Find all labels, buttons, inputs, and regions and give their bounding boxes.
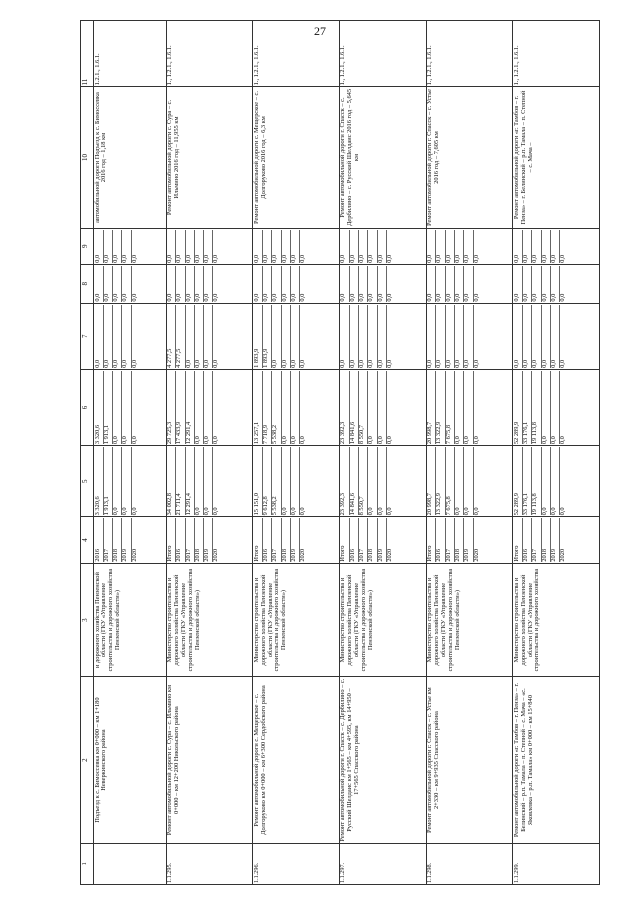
year-list-value: 2017 (272, 518, 281, 561)
year-list-value: 2019 (551, 518, 560, 561)
other-sources-value: 0,0 (378, 230, 387, 263)
local-budget-value: 0,0 (195, 266, 204, 302)
federal-budget-value: 0,0 (359, 305, 368, 368)
regional-budget-value: 0,0 (551, 371, 560, 444)
row-number: 1.1.297. (339, 843, 426, 884)
federal-budget-value: 0,0 (186, 305, 195, 368)
total-funding (426, 446, 513, 517)
local-budget-value: 0,0 (340, 266, 349, 302)
federal-budget-value: 0,0 (385, 359, 393, 368)
object-name: Подъезд к с. Бимоссевка км 0+000 – км 1+180 Неверкинского района (94, 677, 167, 843)
total-funding-value: 0,0 (368, 447, 377, 515)
total-funding-value: 0,0 (559, 507, 567, 516)
regional-budget-value: 0,0 (472, 436, 480, 445)
other-sources-value: 0,0 (532, 230, 541, 263)
total-funding-value: 0,0 (212, 507, 220, 516)
local-budget-value: 0,0 (532, 266, 541, 302)
total-funding-value: 0,0 (542, 447, 551, 515)
federal-budget-value: 1 893,9 (254, 305, 263, 368)
expected-result: Ремонт автомобильной дороги г. Спасск – с. Устье 2016 год – 7,605 км (426, 87, 513, 228)
regional-budget-value: 14 841,6 (350, 371, 359, 444)
local-budget-value: 0,0 (446, 266, 455, 302)
regional-budget-value: 0,0 (378, 371, 387, 444)
total-funding-value: 13 322,9 (436, 447, 445, 515)
year-list-value: 2020 (130, 548, 138, 562)
federal-budget-value: 0,0 (350, 305, 359, 368)
federal-budget-value: 0,0 (340, 305, 349, 368)
total-funding-value: 0,0 (130, 507, 138, 516)
object-name: Ремонт автомобильной дороги с. Мещерское – с. Долгоруково км 0+000 – км 6+300 Сердобского района (253, 677, 340, 843)
object-name: Ремонт автомобильной дороги с. Сура – с. Ильмино км 0+000 – км 12+200 Никольского района (166, 677, 253, 843)
local-budget-value: 0,0 (472, 293, 480, 302)
total-funding-value: 0,0 (195, 447, 204, 515)
regional-budget-value: 33 176,1 (523, 371, 532, 444)
other-sources-value: 0,0 (359, 230, 368, 263)
table-row (426, 21, 513, 885)
year-list-value: 2017 (186, 518, 195, 561)
federal-budget-value: 0,0 (282, 305, 291, 368)
federal-budget-value: 0,0 (299, 359, 307, 368)
total-funding-value: 33 176,1 (523, 447, 532, 515)
expected-result: Ремонт автомобильной дороги с. Мещерское – с. Долгоруково 2016 год – 6,3 км (253, 87, 340, 228)
indicator-code: 1.2.1., 1.6.1. (94, 21, 167, 87)
other-sources-value: 0,0 (523, 230, 532, 263)
regional-budget-value: 0,0 (299, 436, 307, 445)
row-number: 1.1.296. (253, 843, 340, 884)
header-col-4: 4 (81, 517, 94, 563)
local-budget-value: 0,0 (368, 266, 377, 302)
regional-budget-value: 1 913,1 (104, 371, 113, 444)
local-budget (94, 264, 167, 303)
federal-budget-value: 4 277,5 (167, 305, 176, 368)
year-list-value: 2017 (359, 518, 368, 561)
local-budget (339, 264, 426, 303)
year-list-value: 2016 (523, 518, 532, 561)
federal-budget (426, 303, 513, 369)
local-budget-value: 0,0 (113, 266, 122, 302)
other-sources-value: 0,0 (282, 230, 291, 263)
year-list-value: 2016 (95, 518, 104, 561)
regional-budget-value: 0,0 (195, 371, 204, 444)
other-sources (426, 228, 513, 264)
year-list-value: 2019 (464, 518, 473, 561)
year-list (253, 517, 340, 563)
total-funding-value: 15 151,0 (254, 447, 263, 515)
table-row (94, 21, 167, 885)
other-sources-value: 0,0 (455, 230, 464, 263)
year-list-value: 2017 (104, 518, 113, 561)
year-list-value: 2020 (472, 548, 480, 562)
year-list (426, 517, 513, 563)
federal-budget-value: 0,0 (95, 305, 104, 368)
other-sources-value: 0,0 (436, 230, 445, 263)
year-list-value: 2019 (204, 518, 213, 561)
indicator-code: 1., 1.2.1., 1.6.1. (253, 21, 340, 87)
federal-budget-value: 0,0 (368, 305, 377, 368)
total-funding-value: 3 320,6 (95, 447, 104, 515)
federal-budget-value: 0,0 (195, 305, 204, 368)
regional-budget-value: 12 291,4 (186, 371, 195, 444)
header-col-10: 10 (81, 87, 94, 228)
executor: Министерство строительства и дорожного хозяйства Пензенской области (ГКУ «Управление строительства и дорожного хозяйства Пензенской области») (253, 563, 340, 677)
year-list-value: 2020 (559, 548, 567, 562)
other-sources (513, 228, 600, 264)
local-budget-value: 0,0 (212, 293, 220, 302)
header-col-5: 5 (81, 446, 94, 517)
federal-budget-value: 0,0 (514, 305, 523, 368)
federal-budget-value: 0,0 (472, 359, 480, 368)
year-list-value: 2020 (299, 548, 307, 562)
regional-budget (94, 369, 167, 445)
total-funding-value: 0,0 (299, 507, 307, 516)
regional-budget-value: 23 392,3 (340, 371, 349, 444)
regional-budget-value: 0,0 (282, 371, 291, 444)
total-funding-value: 0,0 (385, 507, 393, 516)
executor: Министерство строительства и дорожного хозяйства Пензенской области (ГКУ «Управление строительства и дорожного хозяйства Пензенской области») (166, 563, 253, 677)
regional-budget (513, 369, 600, 445)
total-funding (513, 446, 600, 517)
federal-budget-value: 0,0 (204, 305, 213, 368)
local-budget-value: 0,0 (455, 266, 464, 302)
table-row (166, 21, 253, 885)
other-sources-value: 0,0 (559, 254, 567, 263)
federal-budget-value: 0,0 (427, 305, 436, 368)
local-budget-value: 0,0 (350, 266, 359, 302)
total-funding-value: 0,0 (551, 447, 560, 515)
table-body (94, 21, 600, 885)
local-budget-value: 0,0 (186, 266, 195, 302)
header-col-8: 8 (81, 264, 94, 303)
year-list-value: 2018 (282, 518, 291, 561)
other-sources-value: 0,0 (446, 230, 455, 263)
other-sources-value: 0,0 (272, 230, 281, 263)
total-funding-value: 20 998,7 (427, 447, 436, 515)
total-funding (339, 446, 426, 517)
expected-result: автомобильной дороги Подъезд к с. Бимоссевка 2016 год – 1,18 км (94, 87, 167, 228)
year-list-value: 2016 (263, 518, 272, 561)
local-budget-value: 0,0 (299, 293, 307, 302)
object-name: Ремонт автомобильной дороги г. Спасск – с. Дербилино – с. Русский Шелдаис км 1+565 – км 4+595, км 14+950 – 17+565 Спасского района (339, 677, 426, 843)
other-sources-value: 0,0 (167, 230, 176, 263)
total-funding (166, 446, 253, 517)
federal-budget-value: 0,0 (122, 305, 131, 368)
other-sources-value: 0,0 (263, 230, 272, 263)
regional-budget-value: 0,0 (368, 371, 377, 444)
year-list-value: 2018 (195, 518, 204, 561)
total-funding-value: 8 550,7 (359, 447, 368, 515)
federal-budget-value: 0,0 (551, 305, 560, 368)
year-list-value: Итого (340, 518, 349, 561)
other-sources-value: 0,0 (113, 230, 122, 263)
regional-budget-value: 52 289,9 (514, 371, 523, 444)
other-sources-value: 0,0 (542, 230, 551, 263)
local-budget-value: 0,0 (464, 266, 473, 302)
regional-budget-value: 7 675,8 (446, 371, 455, 444)
local-budget-value: 0,0 (95, 266, 104, 302)
header-col-11: 11 (81, 21, 94, 87)
other-sources-value: 0,0 (472, 254, 480, 263)
federal-budget (339, 303, 426, 369)
total-funding-value: 19 113,8 (532, 447, 541, 515)
federal-budget-value: 0,0 (455, 305, 464, 368)
regional-budget-value: 0,0 (559, 436, 567, 445)
other-sources-value: 0,0 (104, 230, 113, 263)
federal-budget-value: 0,0 (523, 305, 532, 368)
year-list-value: 2016 (350, 518, 359, 561)
total-funding-value: 0,0 (204, 447, 213, 515)
regional-budget-value: 13 322,9 (436, 371, 445, 444)
other-sources (253, 228, 340, 264)
total-funding-value: 52 289,9 (514, 447, 523, 515)
executor: и дорожного хозяйства Пензенской области (ГКУ «Управление строительства и дорожного хозяйства Пензенской области») (94, 563, 167, 677)
expected-result: Ремонт автомобильной дороги г. Спасск – с. Дербилино – с. Русский Шелдаис 2016 год – 5,645 км (339, 87, 426, 228)
regional-budget-value: 7 718,9 (263, 371, 272, 444)
table-row (339, 21, 426, 885)
other-sources (339, 228, 426, 264)
object-name: Ремонт автомобильной дороги г. Спасск – с. Устье км 2+330 – км 9+935 Спасского района (426, 677, 513, 843)
total-funding-value: 21 711,4 (176, 447, 185, 515)
total-funding-value: 23 392,3 (340, 447, 349, 515)
local-budget-value: 0,0 (514, 266, 523, 302)
year-list-value: 2017 (446, 518, 455, 561)
local-budget-value: 0,0 (167, 266, 176, 302)
regional-budget-value: 0,0 (113, 371, 122, 444)
total-funding-value: 1 913,1 (104, 447, 113, 515)
total-funding-value: 34 002,8 (167, 447, 176, 515)
object-name: Ремонт автомобильной дороги «г. Тамбов – г. Пенза» – г. Белинский – р.п. Тамала – п. Степной – с. Мача – «с. Яковлевка – р.п. Тамала» км 0+000 – км 15+840 (513, 677, 600, 843)
year-list-value: Итого (427, 518, 436, 561)
local-budget-value: 0,0 (130, 293, 138, 302)
other-sources-value: 0,0 (299, 254, 307, 263)
regional-budget-value: 17 433,9 (176, 371, 185, 444)
regional-budget-value: 20 998,7 (427, 371, 436, 444)
regional-budget-value: 0,0 (385, 436, 393, 445)
local-budget-value: 0,0 (272, 266, 281, 302)
other-sources-value: 0,0 (350, 230, 359, 263)
total-funding-value: 0,0 (455, 447, 464, 515)
other-sources (94, 228, 167, 264)
federal-budget-value: 0,0 (532, 305, 541, 368)
total-funding (253, 446, 340, 517)
expected-result: Ремонт автомобильной дороги с. Сура – с. Ильмино 2016 год – 11,955 км (166, 87, 253, 228)
year-list-value: 2019 (378, 518, 387, 561)
local-budget-value: 0,0 (263, 266, 272, 302)
other-sources-value: 0,0 (204, 230, 213, 263)
other-sources-value: 0,0 (195, 230, 204, 263)
other-sources-value: 0,0 (176, 230, 185, 263)
executor: Министерство строительства и дорожного хозяйства Пензенской области (ГКУ «Управление строительства и дорожного хозяйства Пензенской области») (339, 563, 426, 677)
regional-budget-value: 8 550,7 (359, 371, 368, 444)
other-sources-value: 0,0 (368, 230, 377, 263)
year-list-value: 2017 (532, 518, 541, 561)
local-budget-value: 0,0 (551, 266, 560, 302)
regional-budget-value: 5 538,2 (272, 371, 281, 444)
year-list-value: 2019 (122, 518, 131, 561)
total-funding-value: 14 841,6 (350, 447, 359, 515)
other-sources-value: 0,0 (427, 230, 436, 263)
local-budget-value: 0,0 (104, 266, 113, 302)
regional-budget-value: 0,0 (204, 371, 213, 444)
federal-budget-value: 0,0 (272, 305, 281, 368)
indicator-code: 1., 1.2.1., 1.6.1. (339, 21, 426, 87)
year-list (166, 517, 253, 563)
regional-budget-value: 29 725,3 (167, 371, 176, 444)
local-budget (513, 264, 600, 303)
other-sources-value: 0,0 (122, 230, 131, 263)
regional-budget-value: 3 320,6 (95, 371, 104, 444)
indicator-code: 1., 1.2.1., 1.6.1. (166, 21, 253, 87)
federal-budget (94, 303, 167, 369)
table-row (253, 21, 340, 885)
regional-budget-value: 0,0 (542, 371, 551, 444)
other-sources-value: 0,0 (254, 230, 263, 263)
local-budget-value: 0,0 (359, 266, 368, 302)
header-col-3: 3 (81, 563, 94, 677)
year-list-value: Итого (514, 518, 523, 561)
row-number: 1.1.298. (426, 843, 513, 884)
federal-budget-value: 0,0 (104, 305, 113, 368)
row-number (94, 843, 167, 884)
table-row (513, 21, 600, 885)
year-list-value: 2018 (368, 518, 377, 561)
rotated-table-container (80, 20, 600, 885)
indicator-code: 1., 1.2.1., 1.6.1. (426, 21, 513, 87)
regional-budget (166, 369, 253, 445)
year-list-value: Итого (167, 518, 176, 561)
local-budget-value: 0,0 (204, 266, 213, 302)
regional-budget (339, 369, 426, 445)
header-col-2: 2 (81, 677, 94, 843)
regional-budget-value: 0,0 (455, 371, 464, 444)
federal-budget-value: 0,0 (291, 305, 300, 368)
total-funding-value: 0,0 (291, 447, 300, 515)
local-budget-value: 0,0 (122, 266, 131, 302)
local-budget-value: 0,0 (385, 293, 393, 302)
other-sources-value: 0,0 (212, 254, 220, 263)
total-funding-value: 5 538,2 (272, 447, 281, 515)
other-sources-value: 0,0 (95, 230, 104, 263)
year-list-value: 2016 (176, 518, 185, 561)
program-table (80, 20, 600, 885)
other-sources-value: 0,0 (551, 230, 560, 263)
federal-budget (513, 303, 600, 369)
executor: Министерство строительства и дорожного хозяйства Пензенской области (ГКУ «Управление строительства и дорожного хозяйства (513, 563, 600, 677)
header-row (81, 21, 94, 885)
local-budget-value: 0,0 (427, 266, 436, 302)
executor: Министерство строительства и дорожного хозяйства Пензенской области (ГКУ «Управление строительства и дорожного хозяйства Пензенской области») (426, 563, 513, 677)
header-col-9: 9 (81, 228, 94, 264)
local-budget-value: 0,0 (378, 266, 387, 302)
federal-budget-value: 0,0 (113, 305, 122, 368)
federal-budget (166, 303, 253, 369)
federal-budget-value: 0,0 (436, 305, 445, 368)
other-sources (166, 228, 253, 264)
page-number: 27 (314, 24, 326, 38)
regional-budget-value: 0,0 (212, 436, 220, 445)
other-sources-value: 0,0 (130, 254, 138, 263)
federal-budget-value: 0,0 (464, 305, 473, 368)
regional-budget-value: 0,0 (464, 371, 473, 444)
total-funding-value: 0,0 (122, 447, 131, 515)
year-list (339, 517, 426, 563)
federal-budget-value: 0,0 (378, 305, 387, 368)
total-funding-value: 0,0 (113, 447, 122, 515)
federal-budget (253, 303, 340, 369)
header-col-7: 7 (81, 303, 94, 369)
indicator-code: 1., 1.2.1., 1.6.1. (513, 21, 600, 87)
year-list-value: 2020 (385, 548, 393, 562)
total-funding-value: 0,0 (378, 447, 387, 515)
total-funding-value: 0,0 (464, 447, 473, 515)
total-funding-value: 0,0 (472, 507, 480, 516)
local-budget-value: 0,0 (559, 293, 567, 302)
regional-budget-value: 0,0 (122, 371, 131, 444)
local-budget (166, 264, 253, 303)
year-list-value: 2018 (542, 518, 551, 561)
local-budget-value: 0,0 (523, 266, 532, 302)
federal-budget-value: 0,0 (130, 359, 138, 368)
federal-budget-value: 4 277,5 (176, 305, 185, 368)
local-budget (426, 264, 513, 303)
year-list (513, 517, 600, 563)
total-funding (94, 446, 167, 517)
year-list-value: 2019 (291, 518, 300, 561)
total-funding-value: 9 612,8 (263, 447, 272, 515)
other-sources-value: 0,0 (514, 230, 523, 263)
local-budget-value: 0,0 (176, 266, 185, 302)
regional-budget-value: 0,0 (291, 371, 300, 444)
regional-budget (426, 369, 513, 445)
other-sources-value: 0,0 (340, 230, 349, 263)
year-list-value: 2016 (436, 518, 445, 561)
total-funding-value: 7 675,8 (446, 447, 455, 515)
local-budget-value: 0,0 (436, 266, 445, 302)
federal-budget-value: 0,0 (542, 305, 551, 368)
row-number: 1.1.299. (513, 843, 600, 884)
local-budget-value: 0,0 (282, 266, 291, 302)
local-budget-value: 0,0 (254, 266, 263, 302)
regional-budget-value: 19 113,8 (532, 371, 541, 444)
regional-budget-value: 13 257,1 (254, 371, 263, 444)
local-budget (253, 264, 340, 303)
header-col-1: 1 (81, 843, 94, 884)
total-funding-value: 0,0 (282, 447, 291, 515)
year-list-value: Итого (254, 518, 263, 561)
regional-budget (253, 369, 340, 445)
federal-budget-value: 0,0 (212, 359, 220, 368)
header-col-6: 6 (81, 369, 94, 445)
other-sources-value: 0,0 (291, 230, 300, 263)
year-list-value: 2018 (455, 518, 464, 561)
local-budget-value: 0,0 (542, 266, 551, 302)
other-sources-value: 0,0 (464, 230, 473, 263)
expected-result: Ремонт автомобильной дороги «г. Тамбов – г. Пенза» – г. Белинский – р.п. Тамала – п. Степной – с. Мача – (513, 87, 600, 228)
federal-budget-value: 0,0 (559, 359, 567, 368)
local-budget-value: 0,0 (291, 266, 300, 302)
total-funding-value: 12 291,4 (186, 447, 195, 515)
year-list-value: 2018 (113, 518, 122, 561)
federal-budget-value: 1 893,9 (263, 305, 272, 368)
row-number: 1.1.295. (166, 843, 253, 884)
year-list-value: 2020 (212, 548, 220, 562)
other-sources-value: 0,0 (385, 254, 393, 263)
regional-budget-value: 0,0 (130, 436, 138, 445)
federal-budget-value: 0,0 (446, 305, 455, 368)
other-sources-value: 0,0 (186, 230, 195, 263)
year-list (94, 517, 167, 563)
